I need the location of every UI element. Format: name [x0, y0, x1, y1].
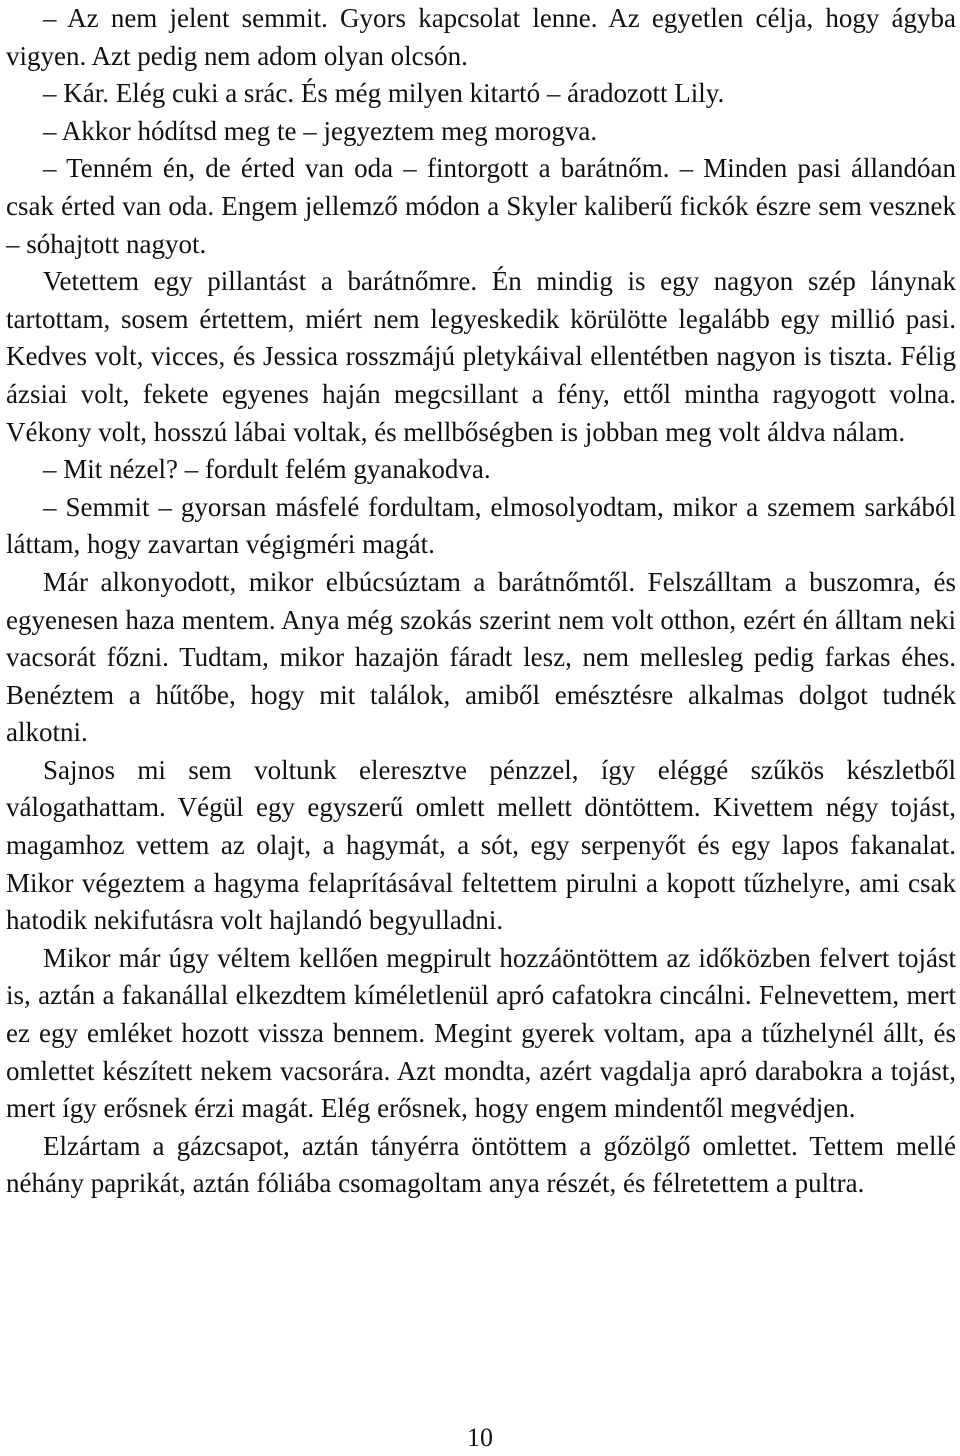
paragraph-1: – Az nem jelent semmit. Gyors kapcsolat lenne. Az egyetlen célja, hogy ágyba vigyen. Azt pedig nem adom olyan olcsón. — [6, 3, 956, 71]
paragraph-6: – Mit nézel? – fordult felém gyanakodva. — [43, 454, 491, 485]
paragraph-8: Már alkonyodott, mikor elbúcsúztam a barátnőmtől. Felszálltam a buszomra, és egyenesen haza mentem. Anya még szokás szerint nem volt otthon, ezért én álltam neki vacsorát főzni. Tudtam, mikor hazajön fáradt lesz, nem mellesleg pedig farkas éhes. Benéztem a hűtőbe, hogy mit találok, amiből emésztésre alkalmas dolgot tudnék alkotni. — [6, 566, 956, 748]
paragraph-2: – Kár. Elég cuki a srác. És még milyen kitartó – áradozott Lily. — [43, 78, 725, 109]
document-page — [6, 0, 956, 1203]
paragraph-5: Vetettem egy pillantást a barátnőmre. Én mindig is egy nagyon szép lánynak tartottam, sosem értettem, miért nem legyeskedik körülötte legalább egy millió pasi. Kedves volt, vicces, és Jessica rosszmájú pletykáival ellentétben nagyon is tiszta. Félig ázsiai volt, fekete egyenes haján megcsillant a fény, ettől mintha ragyogott volna. Vékony volt, hosszú lábai voltak, és mellbőségben is jobban meg volt áldva nálam. — [6, 266, 956, 447]
paragraph-9: Sajnos mi sem voltunk eleresztve pénzzel, így eléggé szűkös készletből válogathattam. Végül egy egyszerű omlett mellett döntöttem. Kivettem négy tojást, magamhoz vettem az olajt, a hagymát, a sót, egy serpenyőt és egy lapos fakanalat. Mikor végeztem a hagyma felaprításával feltettem pirulni a kopott tűzhelyre, ami csak hatodik nekifutásra volt hajlandó begyulladni. — [6, 754, 956, 936]
paragraph-10: Mikor már úgy véltem kellően megpirult hozzáöntöttem az időközben felvert tojást is, aztán a fakanállal elkezdtem kíméletlenül apró cafatokra cincálni. Felnevettem, mert ez egy emléket hozott vissza bennem. Megint gyerek voltam, apa a tűzhelynél állt, és omlettet készített nekem vacsorára. Azt mondta, azért vagdalja apró darabokra a tojást, mert így erősnek érzi magát. Elég erősnek, hogy engem mindentől megvédjen. — [6, 942, 956, 1124]
paragraph-3: – Akkor hódítsd meg te – jegyeztem meg morogva. — [43, 115, 598, 146]
paragraph-7: – Semmit – gyorsan másfelé fordultam, elmosolyodtam, mikor a szemem sarkából láttam, hogy zavartan végigméri magát. — [6, 491, 956, 560]
paragraph-4: – Tenném én, de érted van oda – fintorgott a barátnőm. – Minden pasi állandóan csak érted van oda. Engem jellemző módon a Skyler kaliberű fickók észre sem vesznek – sóhajtott nagyot. — [6, 153, 956, 259]
paragraph-11: Elzártam a gázcsapot, aztán tányérra öntöttem a gőzölgő omlettet. Tettem mellé néhány paprikát, aztán fóliába csomagoltam anya részét, és félretettem a pultra. — [6, 1130, 956, 1199]
page-number: 10 — [467, 1423, 493, 1452]
